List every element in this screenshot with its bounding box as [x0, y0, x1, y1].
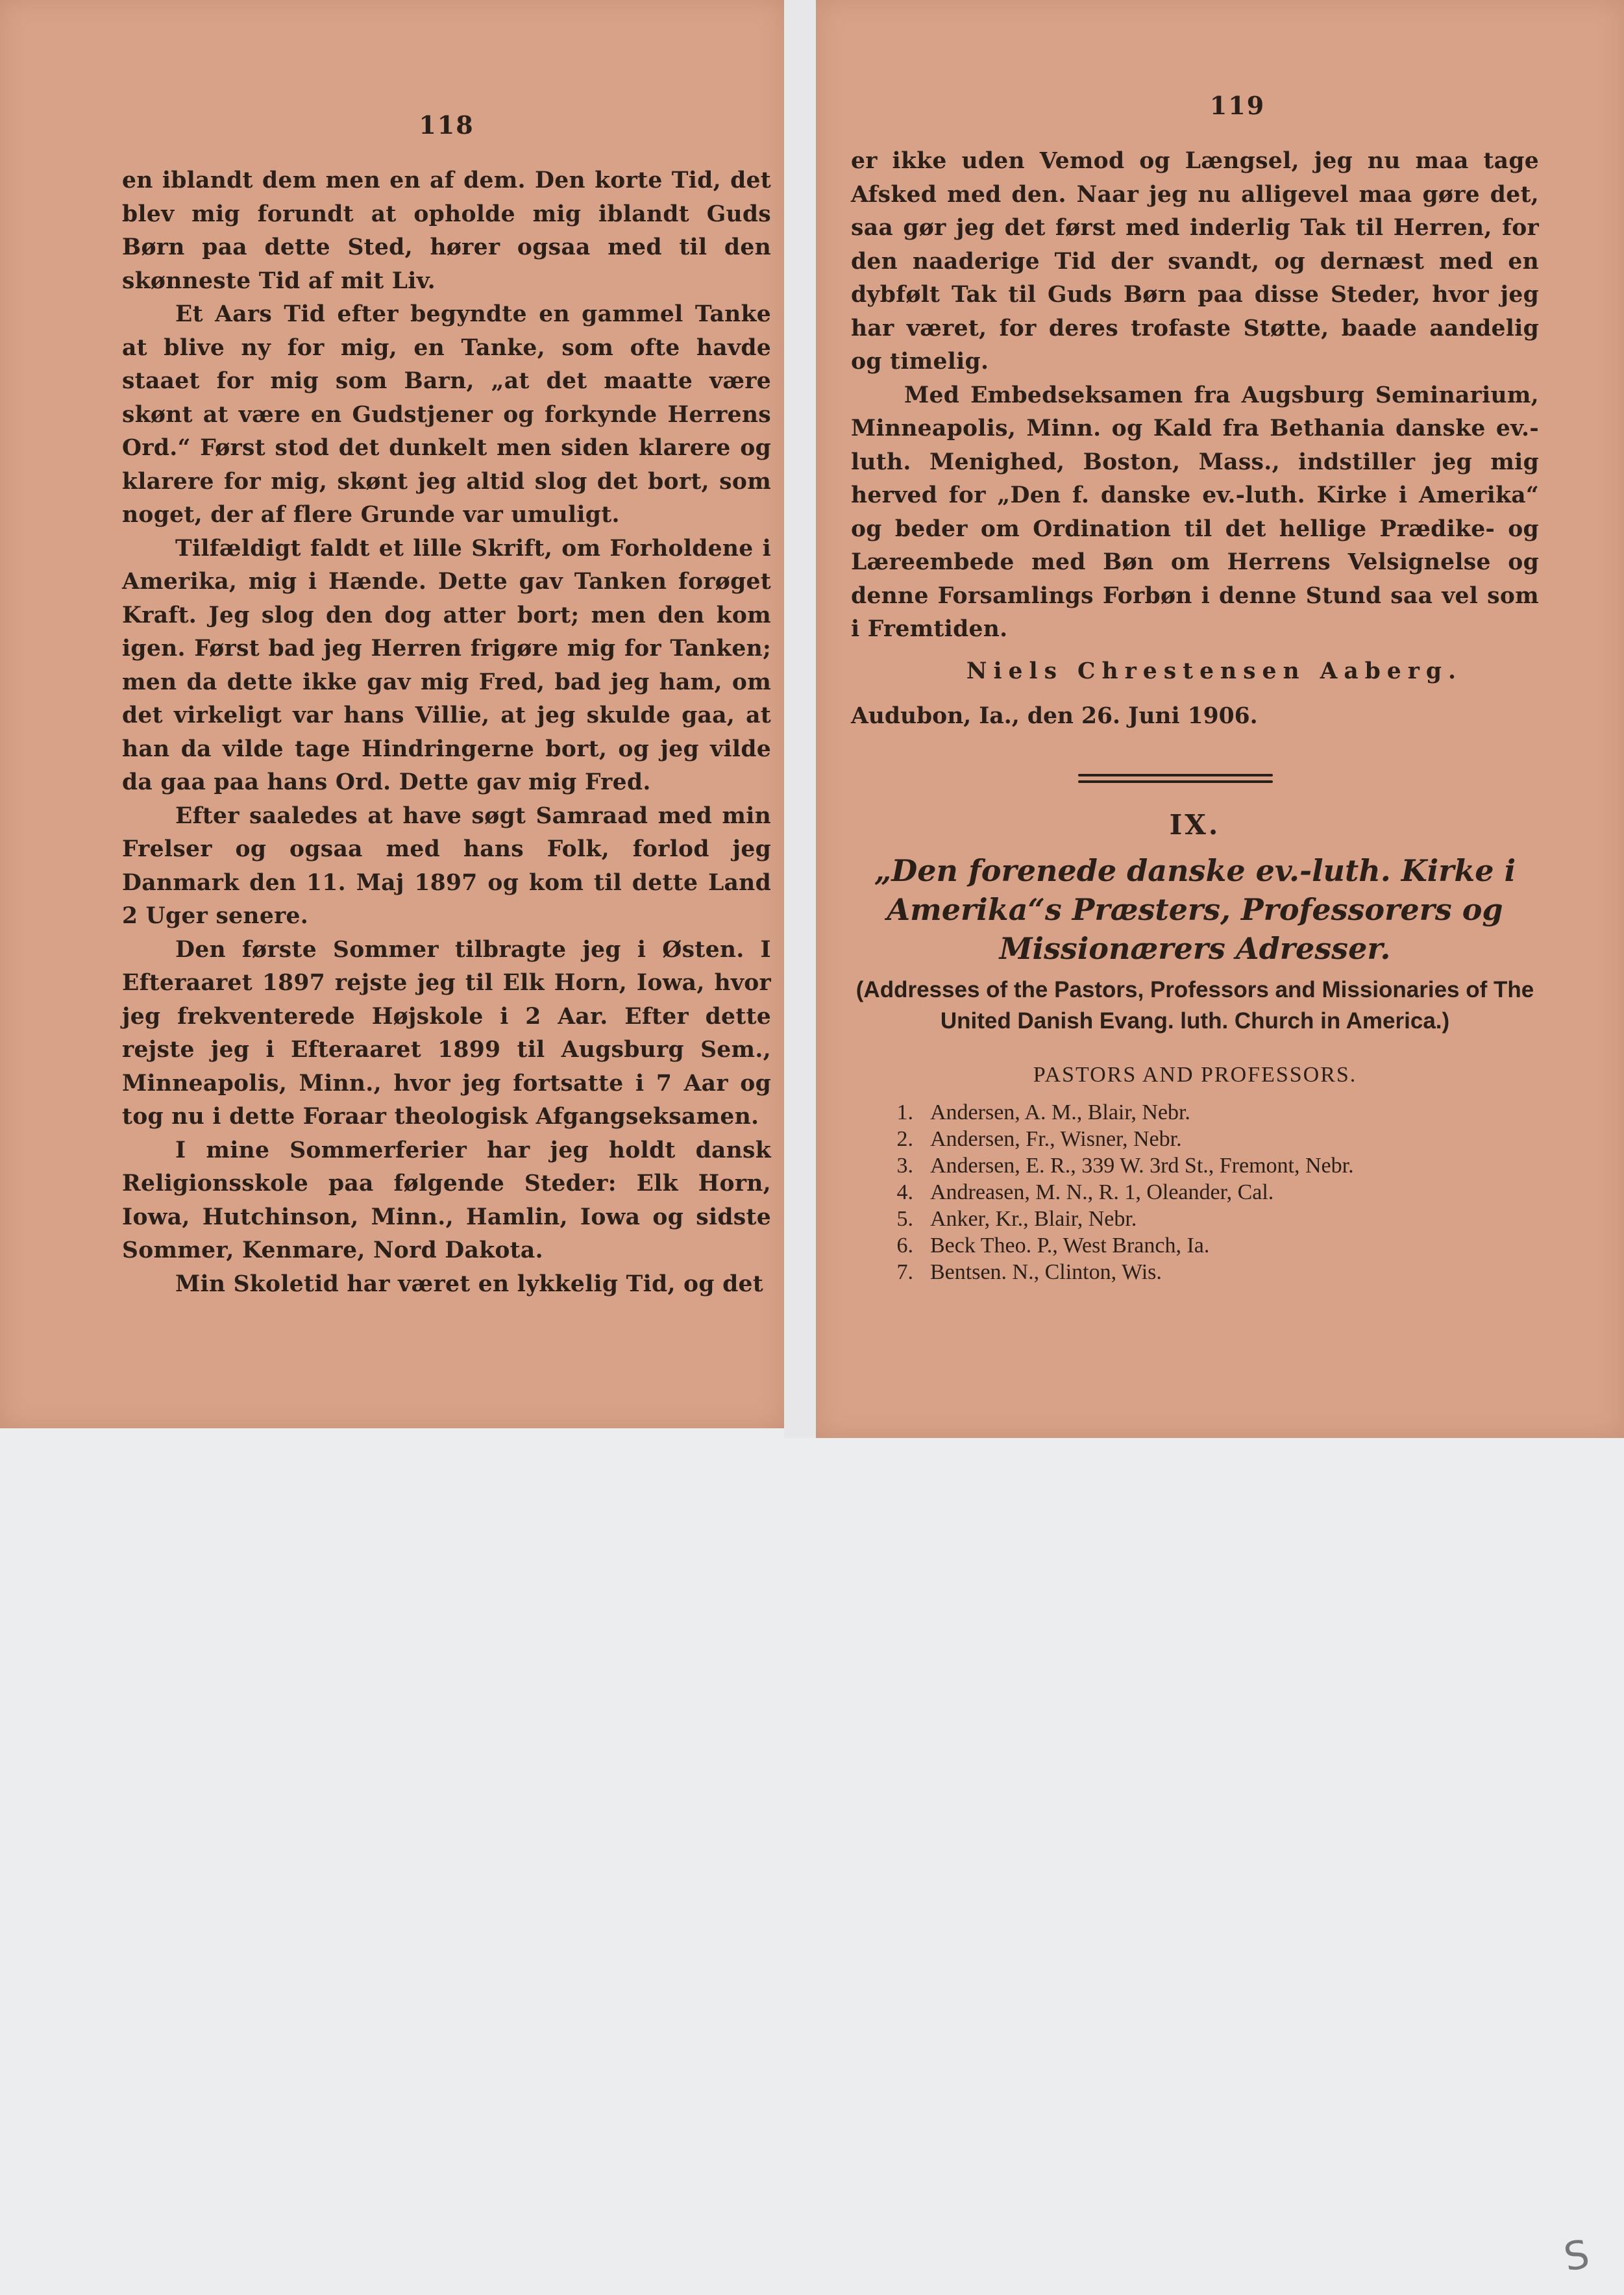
page-number-118: 118	[419, 110, 474, 140]
right-page	[816, 0, 1624, 1438]
list-item: 1. Andersen, A. M., Blair, Nebr.	[896, 1100, 1190, 1124]
right-page-text	[851, 145, 1539, 1285]
list-item: 6. Beck Theo. P., West Branch, Ia.	[896, 1233, 1210, 1258]
left-page-text	[122, 164, 771, 1301]
paragraph: Den første Sommer tilbragte jeg i Østen. I Efteraaret 1897 rejste jeg til Elk Horn, Iowa, hvor jeg frekventerede Højskole i 2 Aar. Efter dette rejste jeg i Efteraaret 1899 til Augsburg Sem., Minneapolis, Minn., hvor jeg fortsatte i 7 Aar og tog nu i dette Foraar theologisk Afgangseksamen.	[122, 936, 771, 1130]
left-page	[0, 0, 784, 1428]
dateline: Audubon, Ia., den 26. Juni 1906.	[851, 702, 1258, 729]
paragraph: Tilfældigt faldt et lille Skrift, om Forholdene i Amerika, mig i Hænde. Dette gav Tanken forøget Kraft. Jeg slog den dog atter bort; men den kom igen. Først bad jeg Herren frigøre mig for Tanken; men da dette ikke gav mig Fred, bad jeg ham, om det virkeligt var hans Villie, at jeg skulde gaa, at han da vilde tage Hindringerne bort, og jeg vilde da gaa paa hans Ord. Dette gav mig Fred.	[122, 535, 771, 795]
paragraph: Efter saaledes at have søgt Samraad med min Frelser og ogsaa med hans Folk, forlod jeg Danmark den 11. Maj 1897 og kom til dette Land 2 Uger senere.	[122, 802, 771, 929]
list-item: 7. Bentsen. N., Clinton, Wis.	[896, 1259, 1162, 1284]
list-heading: PASTORS AND PROFESSORS.	[1033, 1062, 1357, 1087]
list-item: 3. Andersen, E. R., 339 W. 3rd St., Fremont, Nebr.	[896, 1153, 1354, 1178]
address-list	[851, 1099, 1539, 1285]
list-item: 2. Andersen, Fr., Wisner, Nebr.	[896, 1126, 1182, 1151]
list-item: 4. Andreasen, M. N., R. 1, Oleander, Cal.	[896, 1180, 1274, 1204]
page-number-119: 119	[1209, 91, 1266, 120]
paragraph: en iblandt dem men en af dem. Den korte Tid, det blev mig forundt at opholde mig iblandt Guds Børn paa dette Sted, hører ogsaa med til den skønneste Tid af mit Liv.	[122, 167, 771, 294]
paragraph: Med Embedseksamen fra Augsburg Seminarium, Minneapolis, Minn. og Kald fra Bethania danske ev.-luth. Menighed, Boston, Mass., indstiller jeg mig herved for „Den f. danske ev.-luth. Kirke i Amerika“ og beder om Ordination til det hellige Prædike- og Læreembede med Bøn om Herrens Velsignelse og denne Forsamlings Forbøn i denne Stund saa vel som i Fremtiden.	[851, 382, 1539, 642]
section-number: IX.	[1169, 808, 1221, 841]
paragraph: I mine Sommerferier har jeg holdt dansk Religionsskole paa følgende Steder: Elk Horn, Iowa, Hutchinson, Minn., Hamlin, Iowa og sidste Sommer, Kenmare, Nord Dakota.	[122, 1137, 771, 1263]
page-gutter	[784, 0, 816, 1438]
list-item: 5. Anker, Kr., Blair, Nebr.	[896, 1206, 1137, 1231]
signature: Niels Chrestensen Aaberg.	[966, 658, 1463, 684]
pencil-mark: S	[1560, 2231, 1593, 2281]
paragraph: Et Aars Tid efter begyndte en gammel Tanke at blive ny for mig, en Tanke, som ofte havde staaet for mig som Barn, „at det maatte være skønt at være en Gudstjener og forkynde Herrens Ord.“ Først stod det dunkelt men siden klarere og klarere for mig, skønt jeg altid slog det bort, som noget, der af flere Grunde var umuligt.	[122, 301, 771, 528]
section-divider	[1078, 774, 1273, 783]
paragraph: Min Skoletid har været en lykkelig Tid, og det	[175, 1271, 764, 1297]
paragraph: er ikke uden Vemod og Længsel, jeg nu maa tage Afsked med den. Naar jeg nu alligevel maa gøre det, saa gør jeg det først med inderlig Tak til Herren, for den naaderige Tid der svandt, og dernæst med en dybfølt Tak til Guds Børn paa disse Steder, hvor jeg har været, for deres trofaste Støtte, baade aandelig og timelig.	[851, 148, 1539, 375]
section-subtitle: (Addresses of the Pastors, Professors and Missionaries of The United Danish Evang. luth. Church in America.)	[855, 976, 1534, 1034]
section-title: „Den forenede danske ev.-luth. Kirke i Amerika“s Præsters, Professorers og Missionærers Adresser.	[874, 852, 1516, 966]
